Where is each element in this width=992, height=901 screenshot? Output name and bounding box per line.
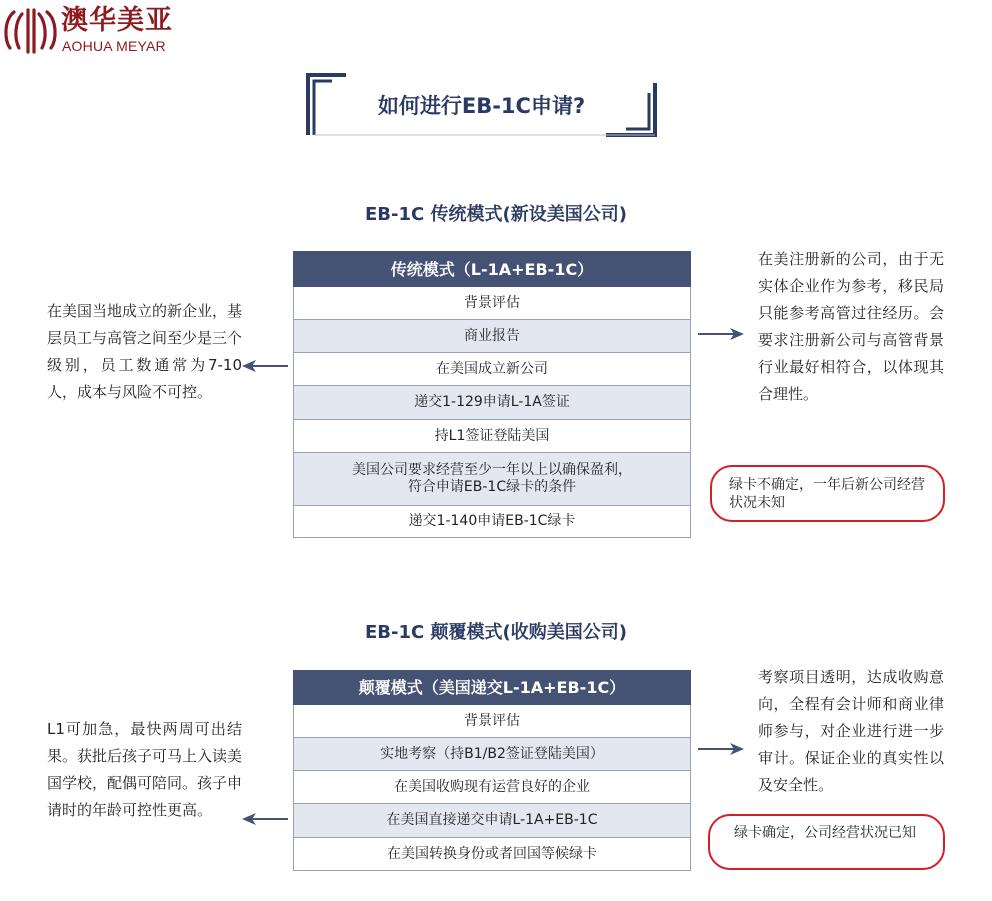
table-row: 递交1-129申请L-1A签证 xyxy=(294,386,691,420)
brand-name-en: AOHUA MEYAR xyxy=(62,38,166,54)
table-row: 背景评估 xyxy=(294,287,691,320)
section2-table-header: 颠覆模式（美国递交L-1A+EB-1C） xyxy=(294,671,691,705)
section1-left-text: 在美国当地成立的新企业，基层员工与高管之间至少是三个级别，员工数通常为7-10人，成本与风险不可控。 xyxy=(47,302,243,401)
brand-name-cn: 澳华美亚 xyxy=(61,5,173,36)
arrow-right-icon xyxy=(696,742,744,756)
arrow-left-icon xyxy=(242,812,290,826)
section2-heading: EB-1C 颠覆模式(收购美国公司) xyxy=(365,622,627,643)
table-row: 在美国收购现有运营良好的企业 xyxy=(294,771,691,804)
section2-note: 绿卡确定，公司经营状况已知 xyxy=(708,814,945,870)
section2-left-text: L1可加急，最快两周可出结果。获批后孩子可马上入读美国学校，配偶可陪同。孩子申请时的年龄可控性更高。 xyxy=(47,720,243,819)
section1-heading: EB-1C 传统模式(新设美国公司) xyxy=(365,204,627,225)
table-row: 在美国成立新公司 xyxy=(294,353,691,386)
logo-icon xyxy=(2,4,58,56)
section1-note: 绿卡不确定，一年后新公司经营状况未知 xyxy=(710,465,945,522)
table-row: 持L1签证登陆美国 xyxy=(294,420,691,453)
table-row: 在美国转换身份或者回国等候绿卡 xyxy=(294,838,691,871)
arrow-left-icon xyxy=(242,359,290,373)
section1-table xyxy=(293,251,691,538)
section2-right-text: 考察项目透明，达成收购意向，全程有会计师和商业律师参与，对企业进行进一步审计。保证企业的真实性以及安全性。 xyxy=(758,668,944,794)
table-row: 实地考察（持B1/B2签证登陆美国） xyxy=(294,738,691,771)
table-row: 美国公司要求经营至少一年以上以确保盈利， 符合申请EB-1C绿卡的条件 xyxy=(294,453,691,506)
page-title: 如何进行EB-1C申请? xyxy=(377,94,586,118)
arrow-right-icon xyxy=(696,327,744,341)
section1-right-text: 在美注册新的公司，由于无实体企业作为参考，移民局只能参考高管过往经历。会要求注册新公司与高管背景行业最好相符合，以体现其合理性。 xyxy=(758,250,944,403)
table-row: 递交1-140申请EB-1C绿卡 xyxy=(294,506,691,538)
section1-table-header: 传统模式（L-1A+EB-1C） xyxy=(294,252,691,287)
table-row: 在美国直接递交申请L-1A+EB-1C xyxy=(294,804,691,838)
section2-table xyxy=(293,670,691,871)
table-row: 商业报告 xyxy=(294,320,691,353)
table-row: 背景评估 xyxy=(294,705,691,738)
